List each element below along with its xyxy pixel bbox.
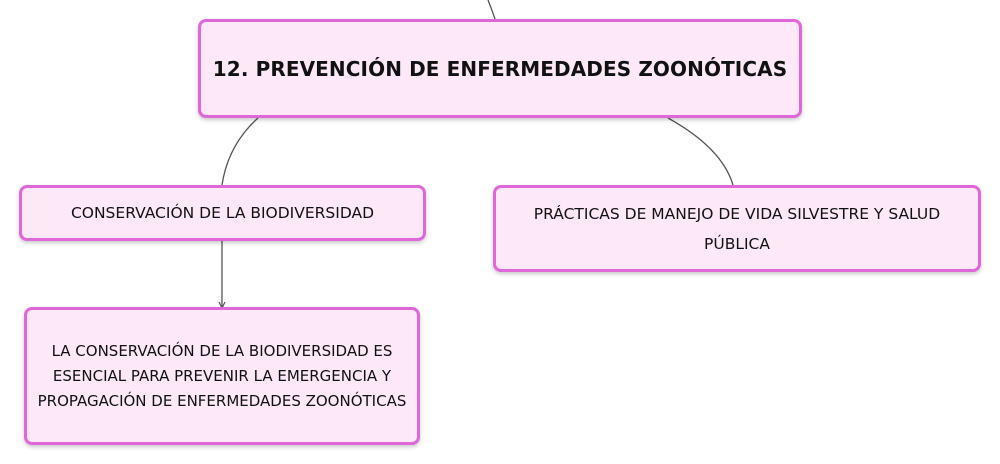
connector-main-to-practicas [668,118,733,185]
detail-node-conservacion[interactable] [24,307,420,445]
main-topic-node[interactable] [198,19,802,118]
connector-parent-to-main [488,0,495,19]
branch-label-conservacion: CONSERVACIÓN DE LA BIODIVERSIDAD [70,204,375,222]
branch-node-conservacion[interactable] [19,185,426,241]
branch-label-practicas: PRÁCTICAS DE MANEJO DE VIDA SILVESTRE Y SALUD PÚBLICA [533,204,941,253]
detail-label-conservacion: LA CONSERVACIÓN DE LA BIODIVERSIDAD ES ESENCIAL PARA PREVENIR LA EMERGENCIA Y PROPAGACIÓN DE ENFERMEDADES ZOONÓTICAS [37,341,407,410]
connector-main-to-conservacion [222,118,258,185]
main-topic-label: 12. PREVENCIÓN DE ENFERMEDADES ZOONÓTICAS [212,56,788,81]
branch-node-practicas[interactable] [493,185,981,272]
